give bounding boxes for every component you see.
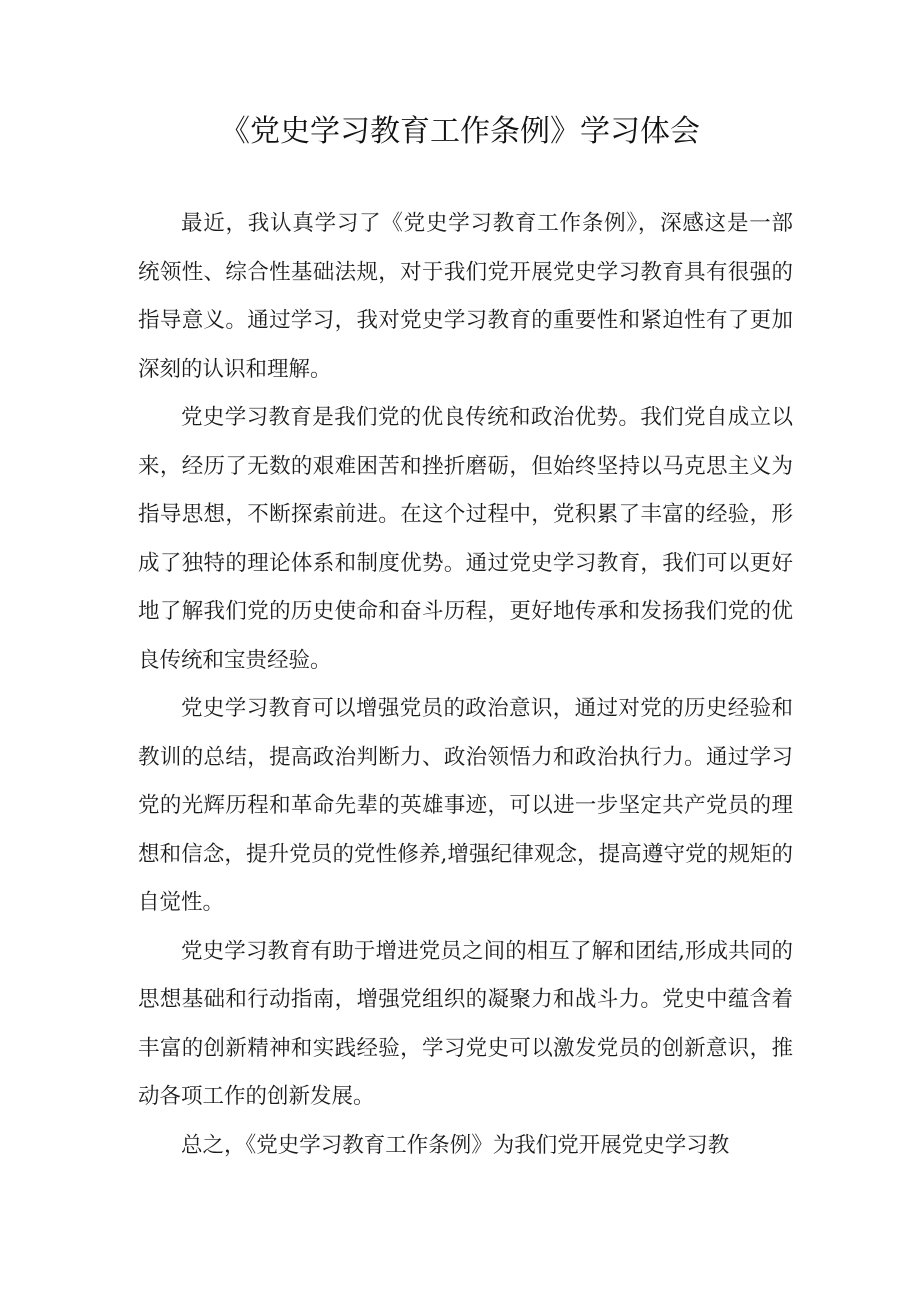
paragraph: 党史学习教育有助于增进党员之间的相互了解和团结,形成共同的思想基础和行动指南，增强党组织的凝聚力和战斗力。党史中蕴含着丰富的创新精神和实践经验，学习党史可以激发党员的创新意识，推动各项工作的创新发展。	[138, 938, 793, 1109]
document-title: 《党史学习教育工作条例》学习体会	[220, 114, 700, 149]
document-body	[138, 200, 793, 1170]
paragraph: 党史学习教育是我们党的优良传统和政治优势。我们党自成立以来，经历了无数的艰难困苦和挫折磨砺，但始终坚持以马克思主义为指导思想，不断探索前进。在这个过程中，党积累了丰富的经验，形成了独特的理论体系和制度优势。通过党史学习教育，我们可以更好地了解我们党的历史使命和奋斗历程，更好地传承和发扬我们党的优良传统和宝贵经验。	[138, 405, 793, 673]
paragraph: 最近，我认真学习了《党史学习教育工作条例》，深感这是一部统领性、综合性基础法规，对于我们党开展党史学习教育具有很强的指导意义。通过学习，我对党史学习教育的重要性和紧迫性有了更加深刻的认识和理解。	[138, 211, 793, 382]
paragraph: 总之，《党史学习教育工作条例》为我们党开展党史学习教	[181, 1132, 730, 1158]
paragraph: 党史学习教育可以增强党员的政治意识，通过对党的历史经验和教训的总结，提高政治判断力、政治领悟力和政治执行力。通过学习党的光辉历程和革命先辈的英雄事迹，可以进一步坚定共产党员的理想和信念，提升党员的党性修养,增强纪律观念，提高遵守党的规矩的自觉性。	[138, 696, 793, 915]
